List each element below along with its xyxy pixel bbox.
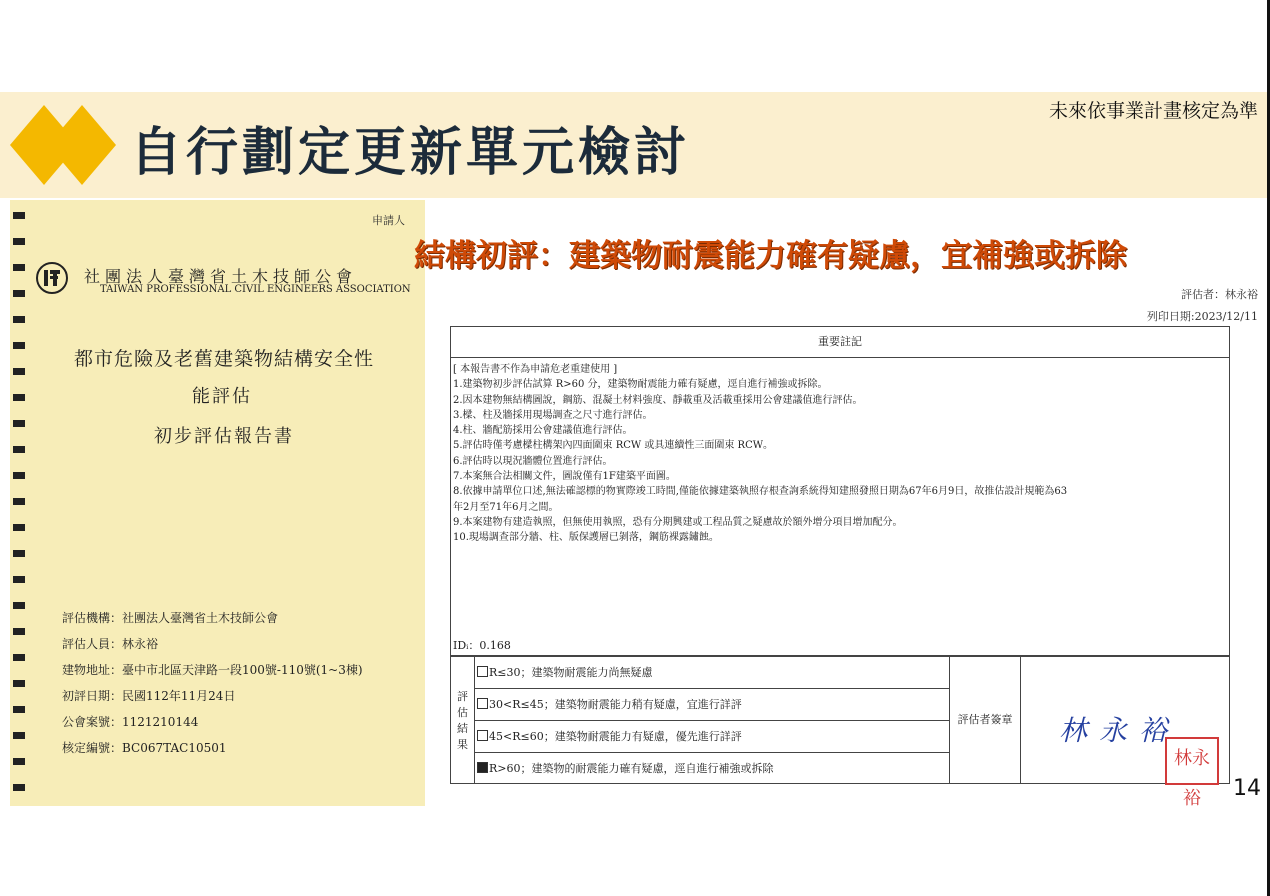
cover-info-item: 公會案號：1121210144 (62, 715, 199, 729)
note-item: 8.依據申請單位口述,無法確認標的物實際竣工時間,僅能依據建築執照存根查詢系統得知建照發照日期為67年6月9日，故推估設計規範為63 (453, 486, 1068, 498)
notes-list (451, 358, 1229, 550)
signature-label: 評估者簽章 (949, 657, 1021, 783)
note-item: 年2月至71年6月之間。 (453, 501, 559, 513)
association-english-name: TAIWAN PROFESSIONAL CIVIL ENGINEERS ASSOCIATION (100, 284, 411, 295)
cover-info-list (62, 610, 363, 766)
notes-header: 重要註記 (451, 327, 1229, 358)
cover-info-item: 評估機構：社團法人臺灣省土木技師公會 (62, 611, 279, 625)
note-item: 3.樑、柱及牆採用現場調查之尺寸進行評估。 (453, 409, 653, 421)
result-text: R>60；建築物的耐震能力確有疑慮，逕自進行補強或拆除 (489, 762, 774, 775)
assessor-line: 評估者：林永裕 (1181, 288, 1258, 301)
page-title: 自行劃定更新單元檢討 (130, 123, 691, 183)
important-notes-box (450, 326, 1230, 656)
cover-info-item: 建物地址：臺中市北區天津路一段100號-110號(1~3棟) (62, 663, 363, 677)
association-name: 社團法人臺灣省土木技師公會 (84, 267, 358, 286)
applicant-mark: 申請人 (372, 214, 405, 227)
result-text: R≤30；建築物耐震能力尚無疑慮 (489, 666, 653, 679)
print-date: 列印日期:2023/12/11 (1146, 310, 1258, 323)
page-number: 14 (1233, 776, 1261, 801)
result-row (475, 657, 949, 689)
note-item: 1.建築物初步評估試算 R>60 分，建築物耐震能力確有疑慮，逕自進行補強或拆除。 (453, 379, 828, 391)
association-logo-icon (36, 262, 68, 294)
cover-title-line3: 初步評估報告書 (154, 426, 294, 447)
checkbox-empty-icon (477, 698, 488, 709)
id-value: IDᵢ：0.168 (453, 639, 511, 652)
report-cover (10, 200, 425, 806)
result-row (475, 689, 949, 721)
checkbox-filled-icon (477, 762, 488, 773)
cover-title-line2: 能評估 (192, 386, 252, 407)
note-item: 2.因本建物無結構圖說，鋼筋、混凝土材料強度、靜載重及活載重採用公會建議值進行評估。 (453, 394, 863, 406)
note-item: 6.評估時以現況牆體位置進行評估。 (453, 455, 613, 467)
result-row (475, 753, 949, 785)
cover-info-item: 核定編號：BC067TAC10501 (62, 741, 227, 755)
cover-info-item: 初評日期：民國112年11月24日 (62, 689, 236, 703)
note-item: 7.本案無合法相關文件，圖說僅有1F建築平面圖。 (453, 471, 676, 483)
note-item: 10.現場調查部分牆、柱、版保護層已剝落，鋼筋裸露鏽蝕。 (453, 532, 719, 544)
result-row (475, 721, 949, 753)
diamond-logo-icon (10, 100, 120, 190)
checkbox-empty-icon (477, 730, 488, 741)
headline: 結構初評：建築物耐震能力確有疑慮，宜補強或拆除 (414, 238, 1127, 274)
assessment-result-table (450, 656, 1230, 809)
note-item: [ 本報告書不作為申請危老重建使用 ] (453, 364, 618, 375)
note-item: 5.評估時僅考慮樑柱構架內四面圍束 RCW 或具連續性三面圍束 RCW。 (453, 440, 773, 452)
result-label: 評 估 結 果 (451, 657, 475, 783)
result-text: 30<R≤45；建築物耐震能力稍有疑慮，宜進行詳評 (489, 698, 742, 711)
cover-title-line1: 都市危險及老舊建築物結構安全性 (74, 348, 375, 370)
result-text: 45<R≤60；建築物耐震能力有疑慮，優先進行詳評 (489, 730, 742, 743)
handwritten-signature: 林永裕 (1059, 714, 1180, 747)
note-item: 4.柱、牆配筋採用公會建議值進行評估。 (453, 425, 633, 437)
red-seal-stamp-icon: 林永裕 (1165, 737, 1219, 785)
note-item: 9.本案建物有建造執照，但無使用執照，恐有分期興建或工程品質之疑慮故於額外增分項目增加配分。 (453, 516, 903, 528)
spiral-binding (10, 208, 32, 806)
corner-note: 未來依事業計畫核定為準 (1048, 100, 1258, 122)
checkbox-empty-icon (477, 666, 488, 677)
cover-info-item: 評估人員：林永裕 (62, 637, 159, 651)
